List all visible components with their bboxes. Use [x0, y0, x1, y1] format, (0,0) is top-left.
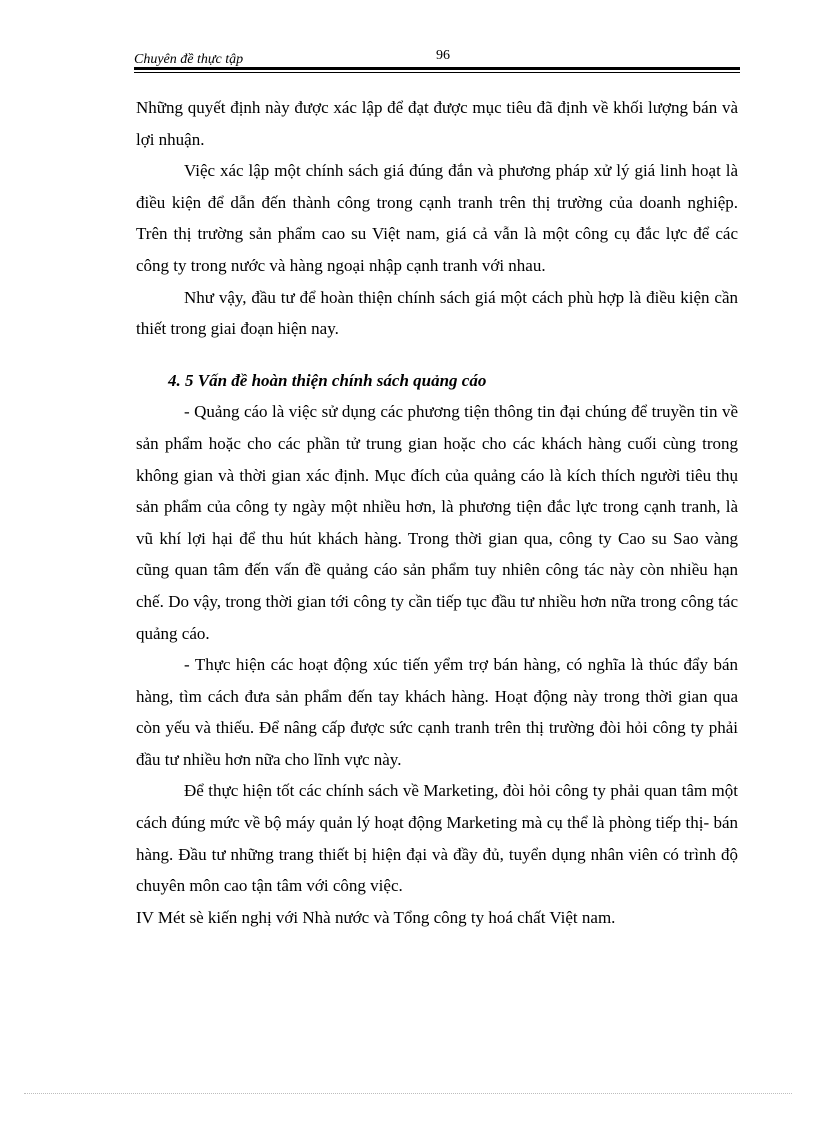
paragraph-1: Những quyết định này được xác lập để đạt được mục tiêu đã định về khối lượng bán và lợi nhuận.	[136, 98, 738, 149]
spacer	[136, 345, 738, 365]
footer-dotted-line	[24, 1093, 792, 1094]
header-rule-thin	[134, 72, 740, 73]
page-header	[134, 48, 740, 74]
header-rule-thick	[134, 67, 740, 70]
page-number: 96	[436, 48, 450, 63]
header-title: Chuyên đề thực tập	[134, 52, 244, 67]
paragraph-7: IV Mét sè kiến nghị với Nhà nước và Tổng công ty hoá chất Việt nam.	[136, 907, 616, 927]
paragraph-4: - Quảng cáo là việc sử dụng các phương tiện thông tin đại chúng để truyền tin về sản phẩm hoặc cho các phần tử trung gian hoặc cho các khách hàng cuối cùng trong không gian và thời gian xác định. Mục đích của quảng cáo là kích thích người tiêu thụ sản phẩm của công ty ngày một nhiều hơn, là phương tiện đắc lực trong cạnh tranh, là vũ khí lợi hại để thu hút khách hàng. Trong thời gian qua, công ty Cao su Sao vàng cũng quan tâm đến vấn đề quảng cáo sản phẩm tuy nhiên công tác này còn nhiều hạn chế. Do vậy, trong thời gian tới công ty cần tiếp tục đầu tư nhiều hơn nữa trong công tác quảng cáo.	[136, 402, 738, 643]
document-body	[136, 92, 738, 933]
paragraph-6: Để thực hiện tốt các chính sách về Marketing, đòi hỏi công ty phải quan tâm một cách đúng mức về bộ máy quản lý hoạt động Marketing mà cụ thể là phòng tiếp thị- bán hàng. Đầu tư những trang thiết bị hiện đại và đầy đủ, tuyển dụng nhân viên có trình độ chuyên môn cao tận tâm với công việc.	[136, 781, 738, 896]
paragraph-3: Như vậy, đầu tư để hoàn thiện chính sách giá một cách phù hợp là điều kiện cần thiết trong giai đoạn hiện nay.	[136, 287, 738, 339]
paragraph-5: - Thực hiện các hoạt động xúc tiến yểm trợ bán hàng, có nghĩa là thúc đẩy bán hàng, tìm cách đưa sản phẩm đến tay khách hàng. Hoạt động này trong thời gian qua còn yếu và thiếu. Để nâng cấp được sức cạnh tranh trên thị trường đòi hỏi công ty phải đầu tư nhiều hơn nữa cho lĩnh vực này.	[136, 655, 738, 769]
paragraph-2: Việc xác lập một chính sách giá đúng đắn và phương pháp xử lý giá linh hoạt là điều kiện để dẫn đến thành công trong cạnh tranh trên thị trường của doanh nghiệp. Trên thị trường sản phẩm cao su Việt nam, giá cả vẫn là một công cụ đắc lực để các công ty trong nước và hàng ngoại nhập cạnh tranh với nhau.	[136, 161, 738, 275]
section-heading: 4. 5 Vấn đề hoàn thiện chính sách quảng cáo	[168, 370, 487, 390]
